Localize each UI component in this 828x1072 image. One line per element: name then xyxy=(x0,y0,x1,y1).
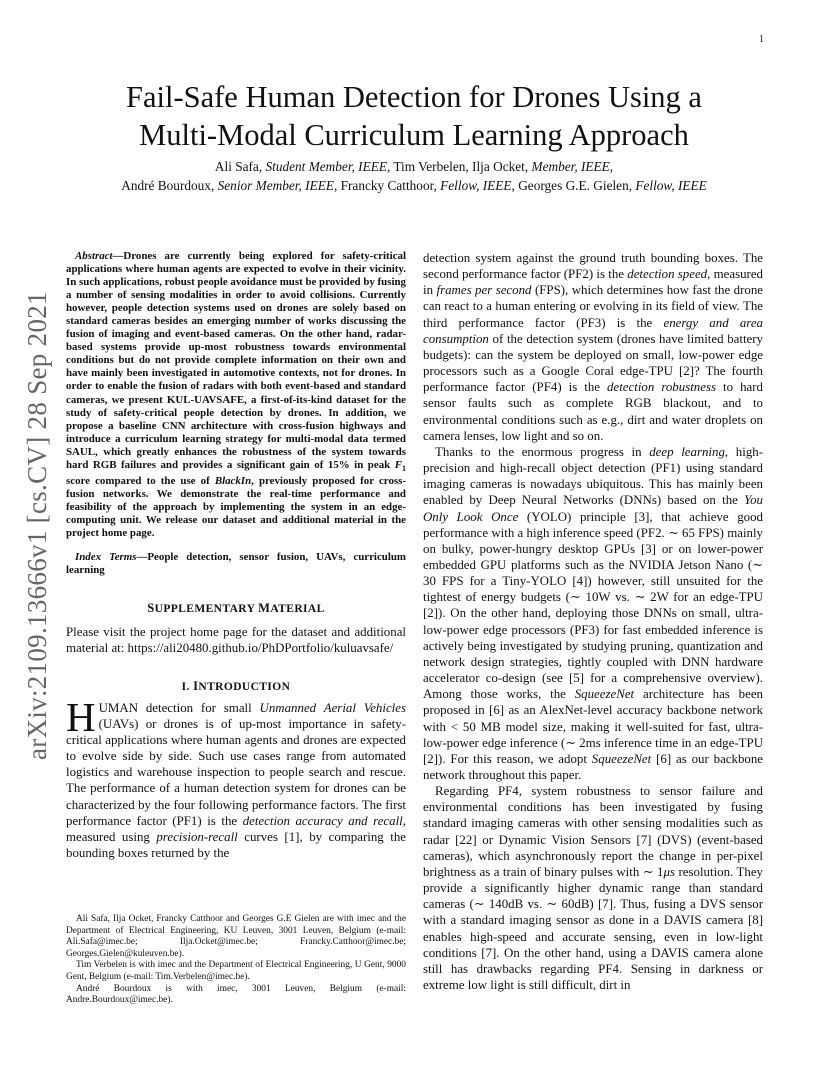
f1-symbol: F xyxy=(394,458,402,471)
author-text: , xyxy=(609,159,614,174)
abstract-text: —Drones are currently being explored for safety-critical applications where human agents are expected to evolve in their vicinity. In such applications, robust people avoidance must be provided by fusing a number of sensing modalities in order to avoid collisions. Currently however, people detection systems used on drones are solely based on standard cameras besides an emerging number of works discussing the fusion of imaging and event-based cameras. On the other hand, radar-based systems provide up-most robustness towards environmental conditions but do not provide complete information on their own and have mainly been investigated in automotive contexts, not for drones. In order to enable the fusion of radars with both event-based and standard cameras, we present KUL-UAVSAFE, a first-of-its-kind dataset for the study of safety-critical people detection by drones. In addition, we propose a baseline CNN architecture with cross-fusion highways and introduce a curriculum learning strategy for multi-modal data termed SAUL, which greatly enhances the robustness of the system towards hard RGB failures and provides a significant gain of 15% in peak xyxy=(66,250,407,471)
body-text: detection for small xyxy=(138,700,260,715)
body-text: (FPS), which determines how fast the drone can react to a human entering or evolving in its field of view. The third performance factor (PF3) is the xyxy=(423,283,764,330)
heading-number: I. xyxy=(181,680,194,693)
heading-rest: UPPLEMENTARY xyxy=(154,603,259,616)
footnote: Tim Verbelen is with imec and the Department of Electrical Engineering, U Gent, 9000 Gent, Belgium (e-mail: Tim.Verbelen@imec.be). xyxy=(66,960,406,982)
author-text: , Francky Catthoor, xyxy=(333,178,441,193)
index-terms-text: —People detection, sensor fusion, UAVs, curriculum learning xyxy=(66,551,406,577)
author-membership: Fellow, IEEE xyxy=(635,178,707,193)
author-line-1 xyxy=(40,157,788,176)
footnote: Ali Safa, Ilja Ocket, Francky Catthoor and Georges G.E Gielen are with imec and the Department of Electrical Engineering, KU Leuven, 3001 Leuven, Belgium (e-mail: Ali.Safa@imec.be; Ilja.Ocket@imec.be; Francky.Catthoor@imec.be; Georges.Gielen@kuleuven.be). xyxy=(66,914,406,959)
author-membership: Fellow, IEEE xyxy=(440,178,512,193)
title-line-1: Fail-Safe Human Detection for Drones Using a xyxy=(126,80,702,114)
emphasis: deep learning xyxy=(649,444,725,459)
right-column xyxy=(423,250,763,993)
drop-cap: H xyxy=(66,693,96,740)
heading-initial: I xyxy=(193,678,199,693)
emphasis: You Only Look Once xyxy=(423,493,763,524)
author-list xyxy=(40,157,788,195)
introduction-heading xyxy=(66,679,406,694)
heading-initial: S xyxy=(147,601,155,616)
body-text: Thanks to the enormous progress in xyxy=(435,444,650,459)
title-line-2: Multi-Modal Curriculum Learning Approach xyxy=(139,118,689,152)
author-text: André Bourdoux, xyxy=(121,178,218,193)
body-text: [6] as our backbone network throughout this paper. xyxy=(423,751,764,782)
author-text: , Tim Verbelen, Ilja Ocket, xyxy=(386,159,532,174)
supplementary-heading xyxy=(66,601,406,616)
abstract-text: , previously proposed for cross-fusion networks. We demonstrate the real-time performance and feasibility of the approach by implementing the system in an edge-computing unit. We release our dataset and additional material in the project home page. xyxy=(66,474,406,540)
abstract-label: Abstract xyxy=(75,250,113,262)
heading-rest: NTRODUCTION xyxy=(198,680,291,693)
emphasis: detection accuracy and recall xyxy=(242,813,403,828)
body-text: (YOLO) principle [3], that achieve good performance with a high inference speed (PF2. ∼ 65 FPS) mainly on bulky, power-hungry desktop GPUs [3] or on lower-power embedded GPU platforms such as the NVIDIA Jetson Nano (∼ 30 FPS for a Tiny-YOLO [4]) however, still unsuited for the tightest of energy budgets (∼ 10W vs. ∼ 2W for an edge-TPU [2]). On the other hand, deploying those DNNs on small, ultra-low-power edge processors (PF3) for fast embedded inference is actively being investigated by studying pruning, quantization and network design strategies, tightly coupled with DNN hardware accelerator co-design (see [5] for a comprehensive overview). Among those works, the xyxy=(423,509,763,702)
emphasis: frames per second xyxy=(436,283,532,298)
heading-rest: ATERIAL xyxy=(270,603,325,616)
index-terms xyxy=(66,551,406,577)
left-column xyxy=(66,250,406,861)
body-text: detection system against the ground truth bounding boxes. The second performance factor (PF2) is the xyxy=(423,251,763,282)
emphasis: Unmanned Aerial Vehicles xyxy=(259,700,407,715)
body-text: to hard sensor faults such as complete RGB blackout, and to environmental conditions such as e.g., dirt and water droplets on camera lenses, low light and so on. xyxy=(423,380,763,443)
paragraph-robustness xyxy=(423,783,763,993)
footnotes xyxy=(66,914,406,1007)
arxiv-identifier: arXiv:2109.13666v1 [cs.CV] 28 Sep 2021 xyxy=(22,291,52,760)
emphasis: energy and area consumption xyxy=(423,315,763,346)
drop-cap-rest: UMAN xyxy=(98,700,138,715)
emphasis: μs xyxy=(663,864,675,879)
emphasis: SqueezeNet xyxy=(574,687,635,702)
author-line-2 xyxy=(40,176,788,195)
body-text: , high-precision and high-recall object detection (PF1) using standard imaging cameras is nowadays ubiquitous. This has mainly been enabled by Deep Neural Networks (DNNs) based on the xyxy=(423,444,763,508)
emphasis: detection speed xyxy=(627,267,708,282)
emphasis: detection robustness xyxy=(607,380,716,395)
heading-initial: M xyxy=(258,601,271,616)
footnote: André Bourdoux is with imec, 3001 Leuven, Belgium (e-mail: Andre.Bourdoux@imec.be). xyxy=(66,983,406,1006)
paragraph-performance-factors xyxy=(423,250,763,444)
body-text: , measured using xyxy=(66,813,406,844)
paragraph-deep-learning xyxy=(423,444,763,783)
abstract xyxy=(66,250,406,540)
body-text: resolution. They provide a significantly higher dynamic range than standard cameras (∼ 140dB vs. ∼ 60dB) [7]. Thus, fusing a DVS sensor with a standard imaging sensor as done in a DAVIS camera [8] enables high-speed and accurate sensing, even in low-light conditions [7]. On the other hand, using a DAVIS camera alone still has drawbacks regarding PF4. Sensing in darkness or extreme low light is still difficult, dirt in xyxy=(423,864,764,993)
body-text: , measured in xyxy=(423,267,763,298)
body-text: architecture has been proposed in [6] as an AlexNet-level accuracy backbone network with < 50 MB model size, making it well-suited for fast, ultra-low-power edge inference (∼ 2ms inference time in an edge-TPU [2]). For this reason, we adopt xyxy=(423,687,763,766)
body-text: (UAVs) or drones is of up-most importance in safety-critical applications where human agents and drones are expected to evolve side by side. Such use cases range from automated logistics and warehouse inspection to people search and rescue. The performance of a human detection system for drones can be characterized by the four following performance factors. The first performance factor (PF1) is the xyxy=(66,716,406,828)
author-membership: Senior Member, IEEE xyxy=(217,178,334,193)
f1-subscript: 1 xyxy=(402,463,406,473)
index-terms-label: Index Terms xyxy=(75,551,137,564)
supplementary-text: Please visit the project home page for the dataset and additional material at: https://ali20480.github.io/PhDPortfolio/kuluavsafe/ xyxy=(66,625,406,656)
body-text: Regarding PF4, system robustness to sensor failure and environmental conditions has been investigated by fusing standard imaging cameras with other sensing modalities such as radar [22] or Dynamic Vision Sensors [7] (DVS) (event-based cameras), which asynchronously report the change in per-pixel brightness as a train of binary pulses with ∼ 1 xyxy=(423,784,763,879)
blackin-term: BlackIn xyxy=(214,474,252,487)
author-membership: Member, IEEE xyxy=(531,159,610,174)
emphasis: precision-recall xyxy=(156,829,238,844)
author-text: , Georges G.E. Gielen, xyxy=(511,178,636,193)
body-text: curves [1], by comparing the bounding boxes returned by the xyxy=(66,829,406,861)
body-text: of the detection system (drones have limited battery budgets): can the system be deployed on small, low-power edge processors such as a Google Coral edge-TPU [2]? The fourth performance factor (PF4) is the xyxy=(423,331,763,395)
introduction-paragraph xyxy=(66,693,407,862)
author-text: Ali Safa, xyxy=(214,159,266,174)
page-number: 1 xyxy=(759,34,764,45)
emphasis: SqueezeNet xyxy=(591,751,652,766)
author-membership: Student Member, IEEE xyxy=(265,159,387,174)
paper-title xyxy=(60,78,768,154)
abstract-text: score compared to the use of xyxy=(66,474,215,487)
